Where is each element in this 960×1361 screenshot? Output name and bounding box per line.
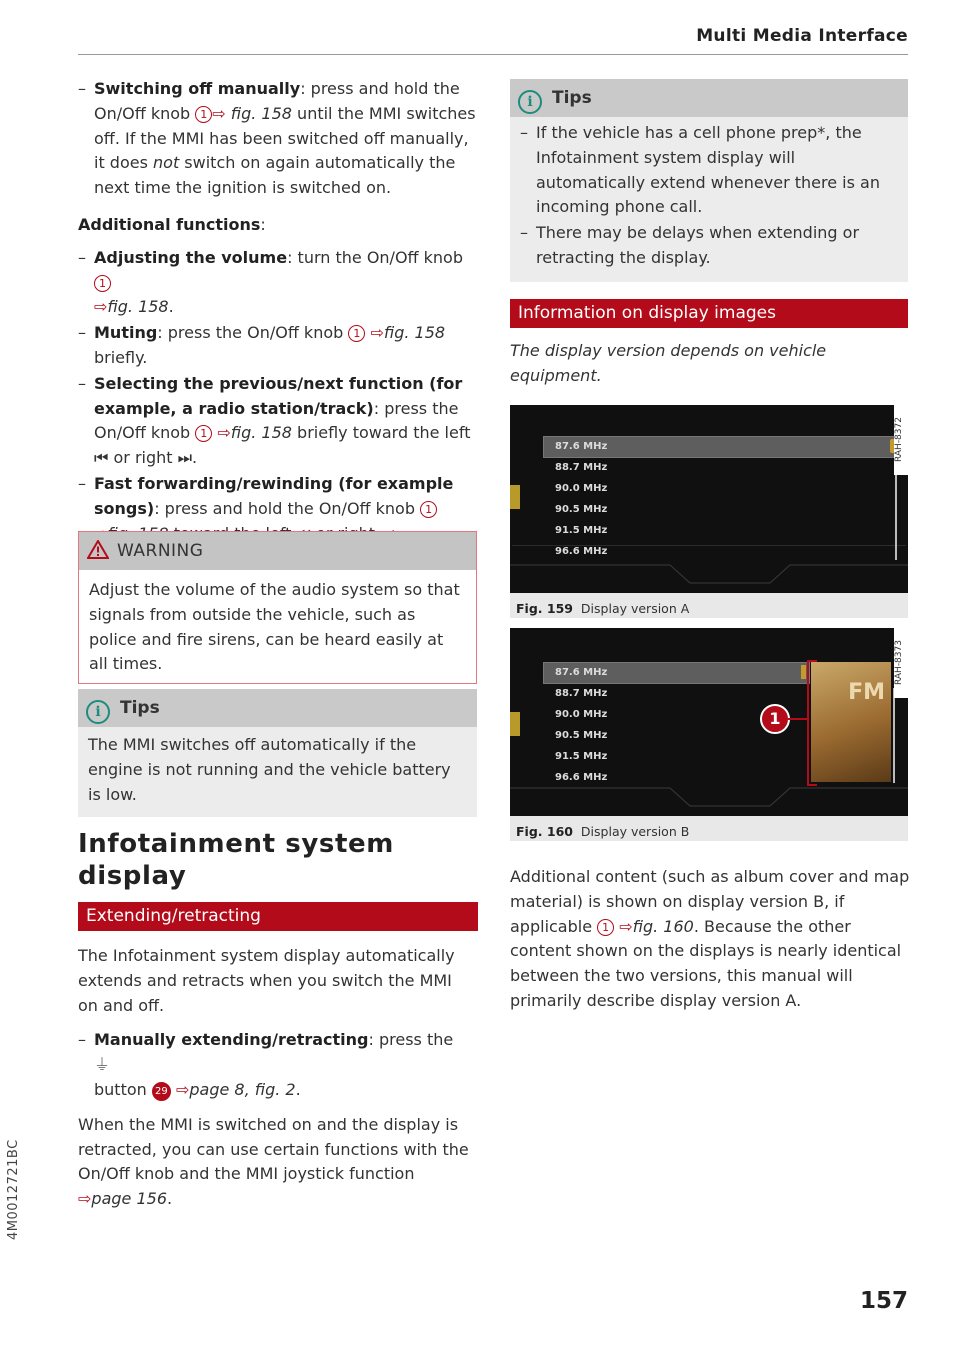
list-item-volume: – Adjusting the volume: turn the On/Off knob 1 ⇨fig. 158. — [78, 247, 463, 317]
paragraph: When the MMI is switched on and the display is retracted, you can use certain functions with the On/Off knob and the MMI joystick function ⇨page 156. — [78, 1114, 469, 1209]
header-rule — [78, 54, 908, 55]
display-screenshot-a — [510, 405, 908, 593]
tips-list — [510, 117, 908, 282]
list-item-manual-extend: – Manually extending/retracting: press the ⏚ button 29 ⇨page 8, fig. 2. — [78, 1030, 454, 1099]
left-column — [78, 77, 478, 547]
album-art-text: FM — [848, 680, 885, 705]
tips-header: i Tips — [510, 79, 908, 117]
callout-bracket — [807, 660, 817, 786]
info-icon: i — [518, 90, 542, 114]
paragraph: The Infotainment system display automatically extends and retracts when you switch the MMI on and off. — [78, 946, 455, 1015]
running-header: Multi Media Interface — [696, 26, 908, 46]
tips-text: The MMI switches off automatically if the engine is not running and the vehicle battery is low. — [78, 727, 477, 817]
left-column-lower — [78, 944, 473, 1222]
ref-arrow-icon: ⇨ — [212, 103, 226, 123]
tips-box-right — [510, 79, 908, 282]
station-item[interactable]: 91.5 MHz — [555, 751, 608, 762]
section-title: Infotainment system display — [78, 829, 394, 891]
station-item[interactable]: 88.7 MHz — [555, 462, 608, 473]
warning-header — [79, 532, 476, 570]
list-item: – There may be delays when extending or retracting the display. — [520, 223, 860, 267]
list-item: – If the vehicle has a cell phone prep*, the Infotainment system display will automatically extend whenever there is an incoming phone call. — [520, 123, 880, 217]
callout-29: 29 — [152, 1082, 171, 1101]
callout-1: 1 — [195, 425, 212, 442]
warning-title: WARNING — [117, 541, 204, 561]
right-paragraph: Additional content (such as album cover and map material) is shown on display version B, if applicable 1 ⇨fig. 160. Because the other content shown on the displays is nearly identical between the two versions, this manual will primarily describe display version A. — [510, 867, 910, 1010]
ref-arrow-icon: ⇨ — [619, 916, 633, 936]
callout-1: 1 — [94, 275, 111, 292]
station-item[interactable]: 90.0 MHz — [555, 709, 608, 720]
intro-paragraph: The display version depends on vehicle equipment. — [510, 341, 827, 385]
figure-link[interactable]: fig. 158 — [230, 423, 292, 443]
ref-arrow-icon: ⇨ — [370, 323, 384, 343]
ref-arrow-icon: ⇨ — [78, 1189, 92, 1209]
figure-link[interactable]: fig. 158 — [107, 297, 169, 317]
station-item[interactable]: 90.5 MHz — [555, 504, 608, 515]
callout-1: 1 — [195, 106, 212, 123]
next-track-icon: ⏭ — [177, 448, 193, 468]
ref-arrow-icon: ⇨ — [217, 423, 231, 443]
station-item[interactable]: 90.5 MHz — [555, 730, 608, 741]
display-frame — [510, 405, 908, 593]
figure-link[interactable]: fig. 158 — [230, 103, 292, 123]
tips-header: i Tips — [78, 689, 477, 727]
warning-triangle-icon — [87, 535, 109, 573]
figure-caption: Fig. 159 Display version A — [516, 601, 690, 616]
station-item[interactable]: 87.6 MHz — [555, 441, 608, 452]
warning-text: Adjust the volume of the audio system so that signals from outside the vehicle, such as police and fire sirens, can be heard easily at all times. — [79, 570, 476, 683]
figure-link[interactable]: fig. 158 — [383, 323, 446, 343]
term-switching-off: Switching off manually — [94, 79, 301, 98]
ref-arrow-icon: ⇨ — [94, 297, 108, 317]
section-infotainment — [78, 828, 478, 892]
additional-functions-heading: Additional functions: — [78, 214, 266, 234]
warning-box — [78, 531, 477, 684]
display-screenshot-b — [510, 628, 908, 816]
section-bar-display-images: Information on display images — [510, 299, 908, 328]
station-item[interactable]: 88.7 MHz — [555, 688, 608, 699]
previous-track-icon: ⏮ — [94, 448, 109, 468]
page-number: 157 — [859, 1288, 908, 1314]
station-item[interactable]: 90.0 MHz — [555, 483, 608, 494]
list-item-muting: – Muting: press the On/Off knob 1 ⇨fig. 158 briefly. — [78, 323, 446, 367]
list-item-selecting: – Selecting the previous/next function (for example, a radio station/track): press the On/Off knob 1 ⇨fig. 158 briefly toward the left ⏮ or right ⏭. — [78, 373, 471, 468]
figure-code: RAH-8372 — [894, 405, 908, 475]
figure-caption: Fig. 160 Display version B — [516, 824, 690, 839]
figure-159 — [510, 405, 908, 618]
tips-box-left — [78, 689, 477, 817]
ref-arrow-icon: ⇨ — [175, 1079, 190, 1099]
page-link[interactable]: page 156 — [91, 1189, 167, 1209]
subsection-bar: Extending/retracting — [78, 902, 478, 931]
callout-1: 1 — [348, 325, 365, 342]
station-item[interactable]: 96.6 MHz — [555, 546, 608, 557]
figure-code: RAH-8373 — [894, 628, 908, 698]
figure-160 — [510, 628, 908, 841]
list-item-switching-off: – Switching off manually: press and hold the On/Off knob 1 ⇨ fig. 158 until the MMI switches off. If the MMI has been switched off manually, it does not switch on again automatically the next time the ignition is switched on. — [78, 79, 476, 198]
station-item[interactable]: 96.6 MHz — [555, 772, 608, 783]
station-item[interactable]: 87.6 MHz — [555, 667, 608, 678]
display-button-icon: ⏚ — [94, 1055, 111, 1075]
list-item-fast-forward: – Fast forwarding/rewinding (for example songs): press and hold the On/Off knob 1 — [78, 472, 478, 546]
callout-1: 1 — [760, 704, 790, 734]
station-item[interactable]: 91.5 MHz — [555, 525, 608, 536]
callout-1: 1 — [597, 919, 614, 936]
page-link[interactable]: page 8, fig. 2 — [189, 1079, 296, 1099]
callout-1: 1 — [420, 501, 437, 518]
document-code: 4M0012721BC — [6, 1139, 21, 1240]
info-icon: i — [86, 700, 110, 724]
album-art — [811, 662, 891, 782]
figure-link[interactable]: fig. 160 — [632, 916, 694, 936]
